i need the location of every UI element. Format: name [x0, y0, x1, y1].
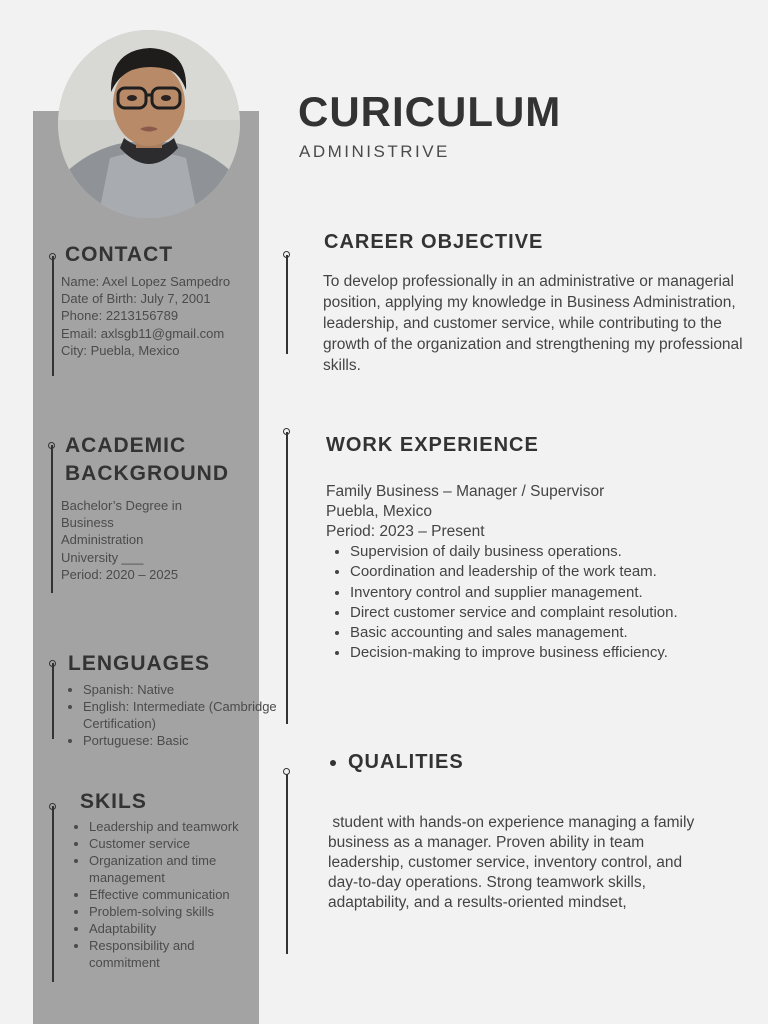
work-heading: WORK EXPERIENCE: [326, 434, 539, 456]
academic-heading-line-2: BACKGROUND: [65, 462, 229, 485]
work-location: Puebla, Mexico: [326, 503, 432, 520]
profile-photo-illustration: [58, 30, 240, 218]
work-duty-item: • Decision-making to improve business efficiency.: [350, 643, 746, 663]
contact-city: City: Puebla, Mexico: [61, 342, 180, 358]
languages-timeline-line: [52, 663, 54, 739]
skill-item: • Organization and time management: [89, 852, 259, 886]
skills-timeline-knob: [49, 803, 56, 810]
academic-line: Period: 2020 – 2025: [61, 566, 179, 582]
academic-line: Business: [61, 515, 114, 531]
page-subtitle: ADMINISTRIVE: [299, 142, 450, 161]
work-period: Period: 2023 – Present: [326, 523, 485, 540]
language-item: • Portuguese: Basic: [83, 732, 279, 749]
skills-list: [68, 818, 259, 971]
work-duty-item: • Supervision of daily business operations.: [350, 542, 746, 562]
contact-details: [61, 273, 230, 359]
contact-dob: Date of Birth: July 7, 2001: [61, 291, 211, 307]
work-duty-item: • Inventory control and supplier management.: [350, 583, 746, 603]
contact-email: Email: axlsgb11@gmail.com: [61, 325, 225, 341]
work-timeline-knob: [283, 428, 290, 435]
academic-line: Bachelor’s Degree in: [61, 498, 182, 513]
career-text: To develop professionally in an administrative or managerial position, applying my knowledge in Business Administration, leadership, and customer service, while contributing to the growth of the organization and strengthening my professional skills.: [323, 273, 743, 374]
qualities-heading: [326, 751, 464, 774]
skill-item: • Adaptability: [89, 920, 259, 937]
language-item: • Spanish: Native: [83, 681, 279, 698]
work-details: [326, 482, 746, 664]
contact-name: Name: Axel Lopez Sampedro: [61, 274, 231, 289]
academic-line: University ___: [61, 549, 144, 565]
qualities-timeline-line: [286, 774, 288, 954]
languages-heading: LENGUAGES: [68, 652, 211, 675]
academic-line: Administration: [61, 532, 144, 548]
work-duty-item: • Direct customer service and complaint resolution.: [350, 603, 746, 623]
career-timeline-line: [286, 255, 288, 354]
qualities-text: student with hands-on experience managing a family business as a manager. Proven ability in team leadership, customer service, inventory control, and day-to-day operations. Strong teamwork skills, adaptability, and a results-oriented mindset,: [328, 814, 699, 911]
languages-timeline-knob: [49, 660, 56, 667]
language-item: • English: Intermediate (Cambridge Certification): [83, 698, 279, 732]
skill-item: • Responsibility and commitment: [89, 937, 259, 971]
skill-item: • Effective communication: [89, 886, 259, 903]
academic-timeline-knob: [48, 442, 55, 449]
skills-heading: SKILS: [80, 790, 147, 813]
career-heading: CAREER OBJECTIVE: [324, 231, 544, 253]
page-title: CURICULUM: [298, 88, 562, 135]
skill-item: • Customer service: [89, 835, 259, 852]
qualities-timeline-knob: [283, 768, 290, 775]
work-duty-item: • Coordination and leadership of the work team.: [350, 562, 746, 582]
contact-timeline-knob: [49, 253, 56, 260]
academic-heading: [65, 432, 229, 488]
academic-heading-line-1: ACADEMIC: [65, 434, 187, 457]
academic-timeline-line: [51, 445, 53, 593]
work-duties-list: [326, 542, 746, 664]
work-role: Family Business – Manager / Supervisor: [326, 483, 605, 500]
contact-heading: CONTACT: [65, 243, 174, 266]
work-timeline-line: [286, 432, 288, 724]
contact-phone: Phone: 2213156789: [61, 308, 179, 324]
work-duty-item: • Basic accounting and sales management.: [350, 623, 746, 643]
skill-item: • Leadership and teamwork: [89, 818, 259, 835]
career-timeline-knob: [283, 251, 290, 258]
languages-list: [62, 681, 279, 749]
academic-details: [61, 497, 182, 583]
contact-timeline-line: [52, 256, 54, 376]
qualities-heading-label: • QUALITIES: [348, 751, 464, 774]
profile-photo: [58, 30, 240, 218]
skills-timeline-line: [52, 806, 54, 982]
skill-item: • Problem-solving skills: [89, 903, 259, 920]
